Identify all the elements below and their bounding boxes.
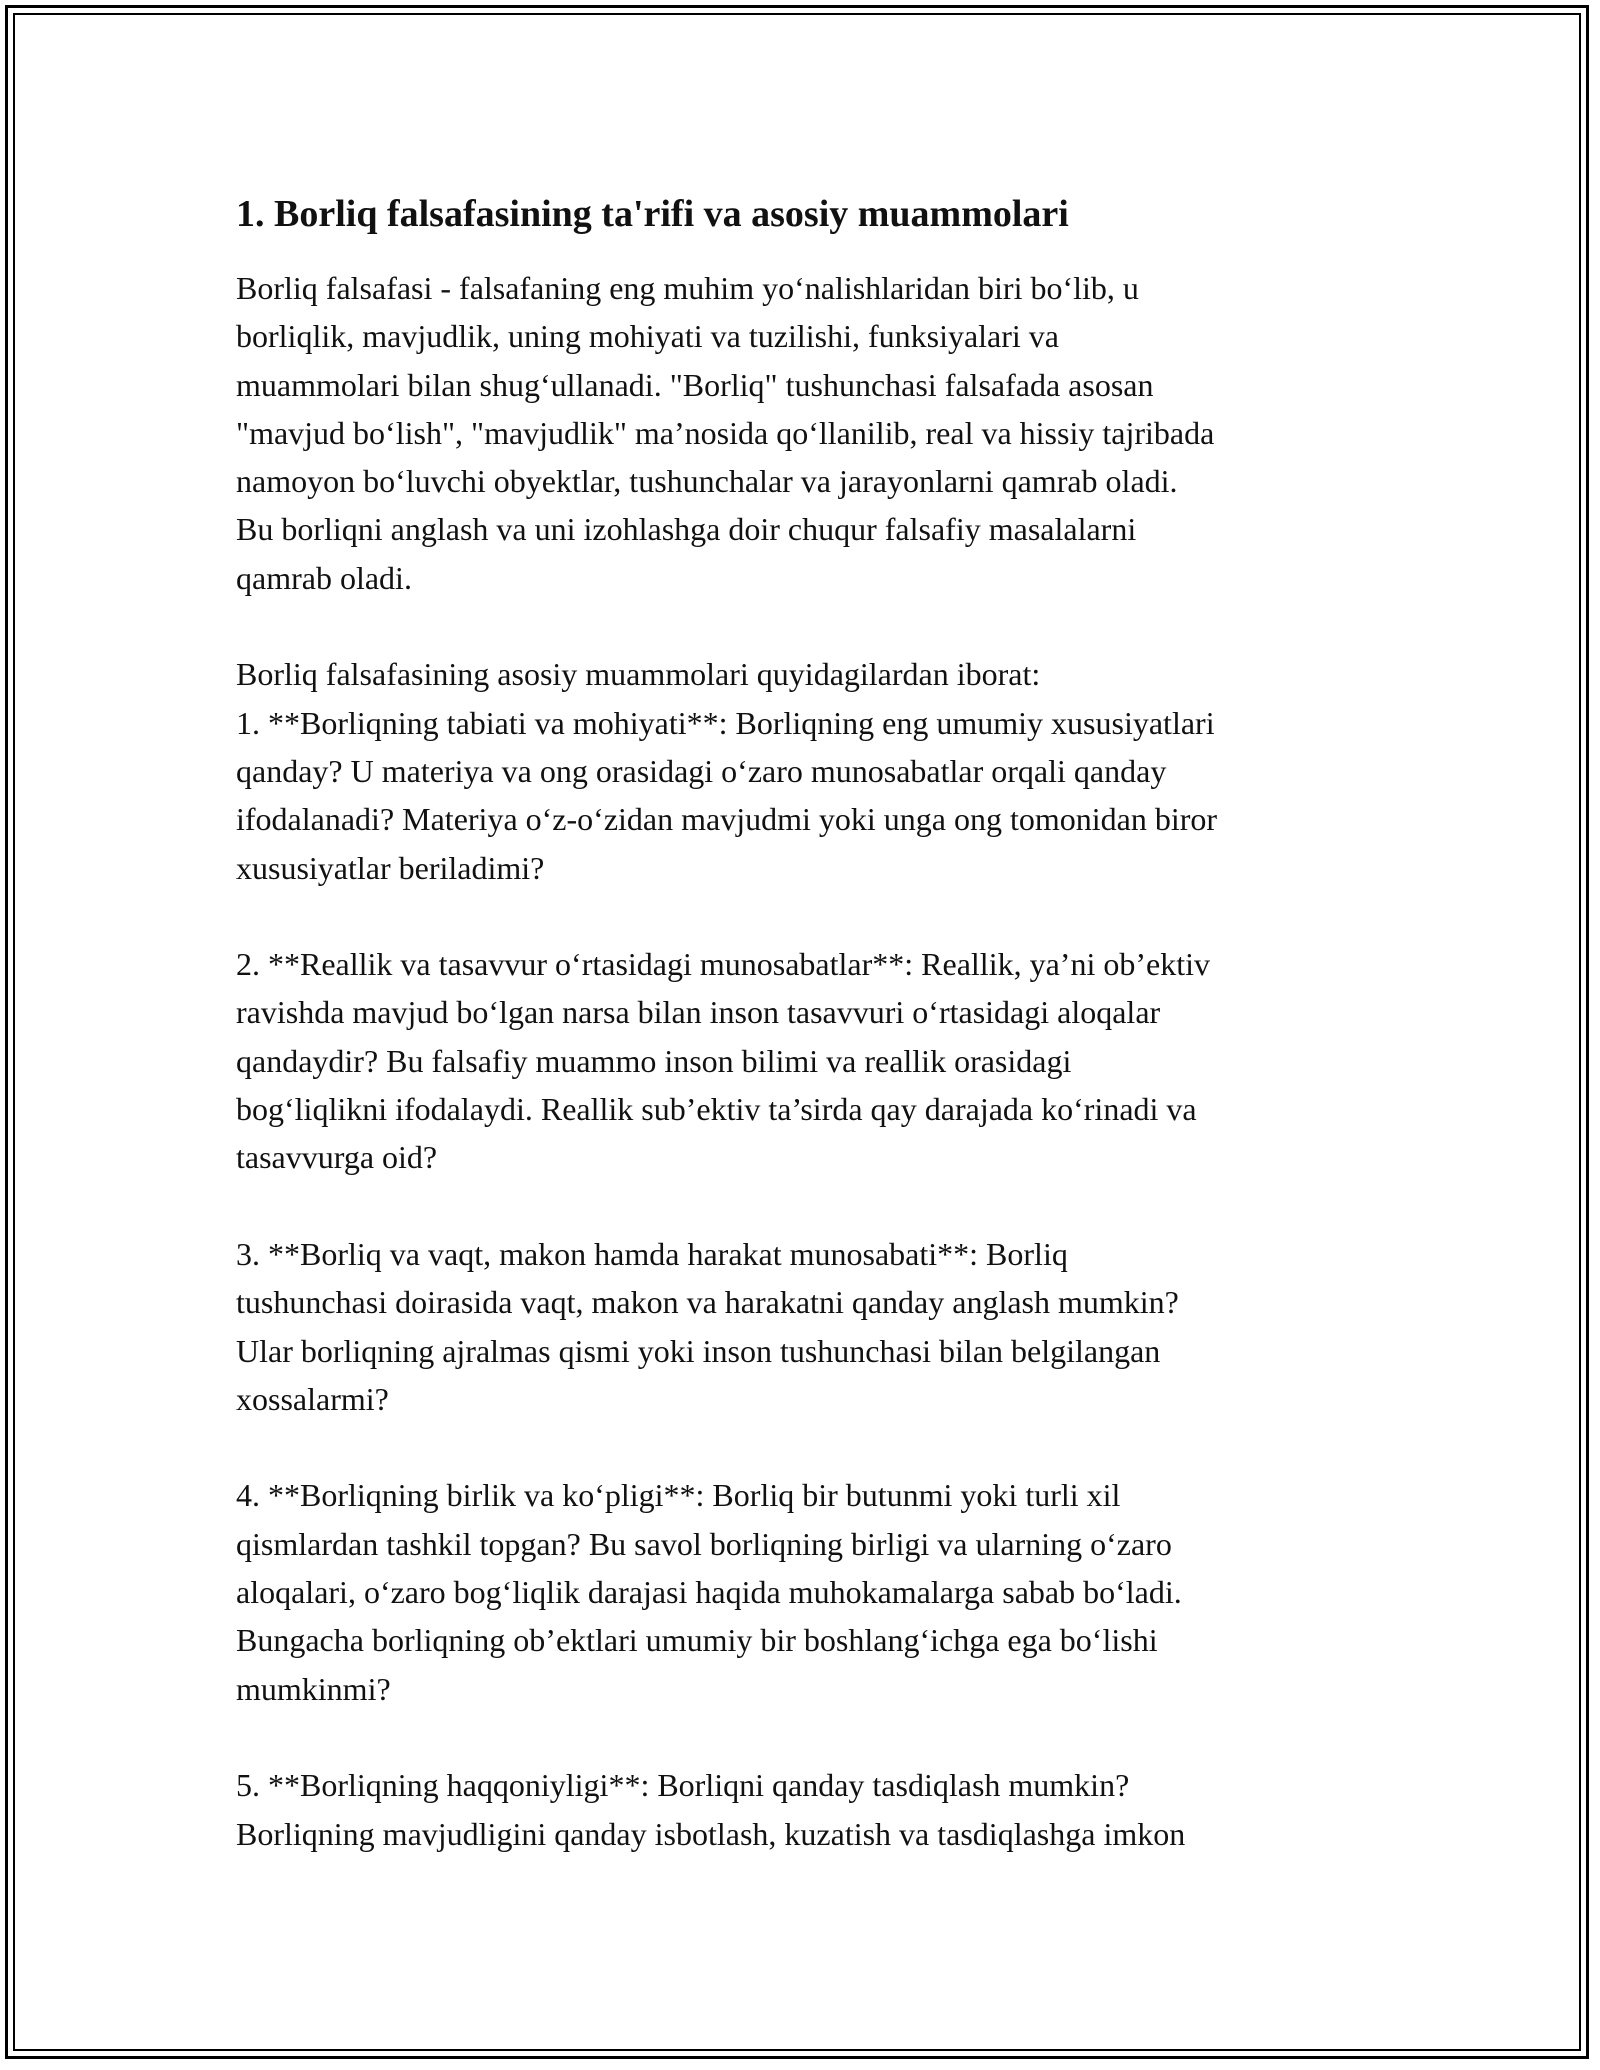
text-line: Borliq falsafasining asosiy muammolari quyidagilardan iborat: (236, 656, 1041, 693)
text-line: qandaydir? Bu falsafiy muammo inson bilimi va reallik orasidagi (236, 1042, 1072, 1079)
paragraph-problem-5 (236, 1761, 1376, 1858)
document-content (236, 186, 1376, 1858)
text-line: mumkinmi? (236, 1670, 391, 1707)
text-line: xususiyatlar beriladimi? (236, 849, 545, 886)
text-line: bogʻliqlikni ifodalaydi. Reallik sub’ektiv ta’sirda qay darajada koʻrinadi va (236, 1091, 1197, 1128)
text-line: "mavjud boʻlish", "mavjudlik" maʼnosida qoʻllanilib, real va hissiy tajribada (236, 414, 1215, 451)
document-body (236, 264, 1376, 1858)
text-line: Bungacha borliqning ob’ektlari umumiy bir boshlangʻichga ega boʻlishi (236, 1622, 1158, 1659)
text-line: qanday? U materiya va ong orasidagi oʻzaro munosabatlar orqali qanday (236, 752, 1167, 789)
text-line: borliqlik, mavjudlik, uning mohiyati va tuzilishi, funksiyalari va (236, 318, 1059, 355)
text-line: tasavvurga oid? (236, 1139, 438, 1176)
text-line: muammolari bilan shugʻullanadi. "Borliq" tushunchasi falsafada asosan (236, 366, 1154, 403)
paragraph-problem-2 (236, 940, 1376, 1181)
text-line: ravishda mavjud boʻlgan narsa bilan inson tasavvuri oʻrtasidagi aloqalar (236, 994, 1161, 1031)
paragraph-definition (236, 264, 1376, 602)
text-line: Ular borliqning ajralmas qismi yoki inson tushunchasi bilan belgilangan (236, 1332, 1161, 1369)
text-line: 2. **Reallik va tasavvur oʻrtasidagi munosabatlar**: Reallik, ya’ni ob’ektiv (236, 946, 1210, 983)
text-line: qismlardan tashkil topgan? Bu savol borliqning birligi va ularning oʻzaro (236, 1525, 1172, 1562)
text-line: tushunchasi doirasida vaqt, makon va harakatni qanday anglash mumkin? (236, 1284, 1179, 1321)
text-line: 1. **Borliqning tabiati va mohiyati**: Borliqning eng umumiy xususiyatlari (236, 704, 1215, 741)
text-line: 3. **Borliq va vaqt, makon hamda harakat munosabati**: Borliq (236, 1235, 1068, 1272)
paragraph-problem-1 (236, 650, 1376, 891)
text-line: Borliq falsafasi - falsafaning eng muhim yoʻnalishlaridan biri boʻlib, u (236, 270, 1139, 306)
paragraph-problem-3 (236, 1230, 1376, 1423)
text-line: 5. **Borliqning haqqoniyligi**: Borliqni qanday tasdiqlash mumkin? (236, 1767, 1130, 1804)
text-line: 4. **Borliqning birlik va koʻpligi**: Borliq bir butunmi yoki turli xil (236, 1477, 1121, 1514)
paragraph-problem-4 (236, 1471, 1376, 1712)
text-line: aloqalari, oʻzaro bogʻliqlik darajasi haqida muhokamalarga sabab boʻladi. (236, 1574, 1182, 1611)
text-line: Borliqning mavjudligini qanday isbotlash, kuzatish va tasdiqlashga imkon (236, 1815, 1186, 1852)
text-line: ifodalanadi? Materiya oʻz-oʻzidan mavjudmi yoki unga ong tomonidan biror (236, 801, 1218, 838)
text-line: Bu borliqni anglash va uni izohlashga doir chuqur falsafiy masalalarni (236, 511, 1137, 548)
text-line: qamrab oladi. (236, 559, 412, 596)
text-line: namoyon boʻluvchi obyektlar, tushunchalar va jarayonlarni qamrab oladi. (236, 463, 1178, 500)
text-line: xossalarmi? (236, 1380, 389, 1417)
document-title: 1. Borliq falsafasining ta'rifi va asosiy muammolari (236, 193, 1069, 235)
